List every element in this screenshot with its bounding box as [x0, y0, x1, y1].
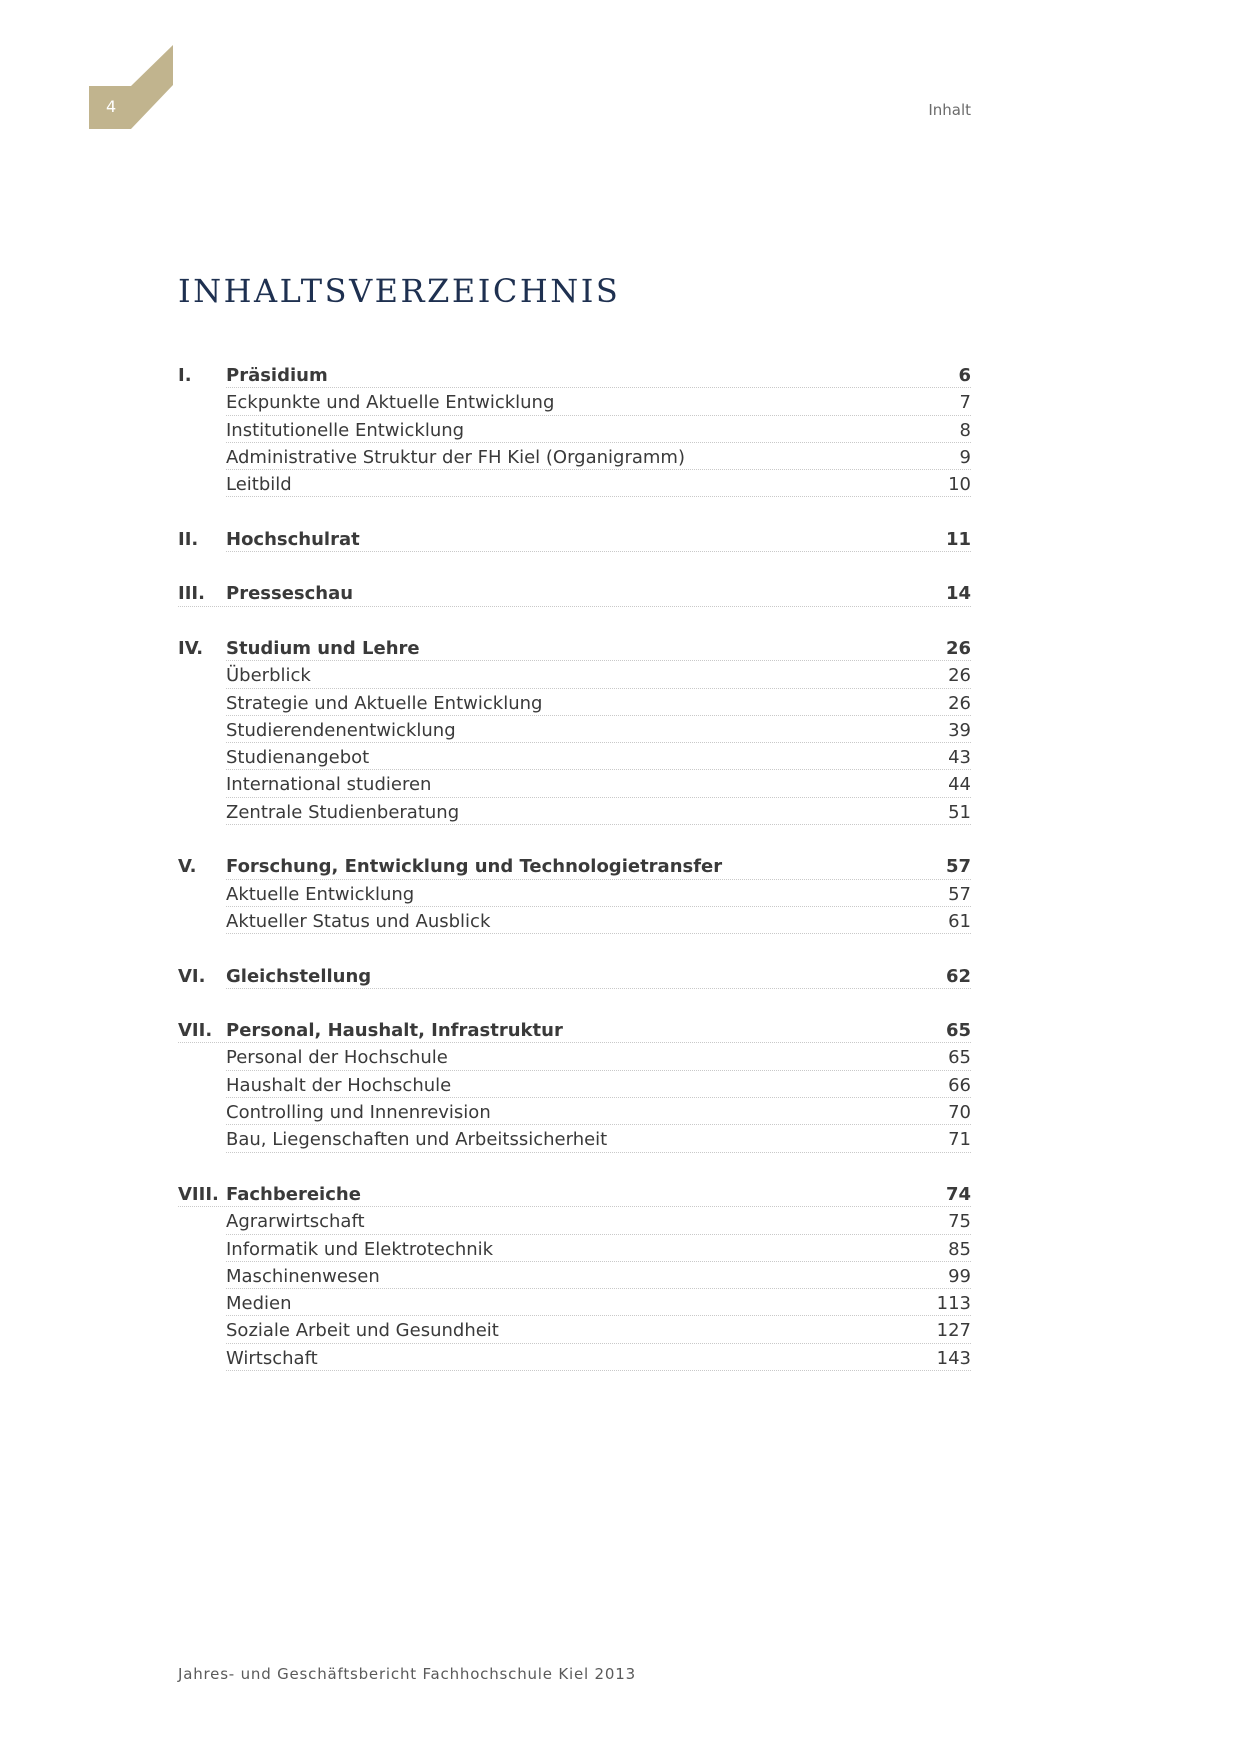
toc-chapter-number: VII. — [178, 1020, 213, 1042]
toc-entry-title: Strategie und Aktuelle Entwicklung — [226, 692, 543, 714]
toc-entry-page: 99 — [948, 1265, 971, 1287]
toc-entry-title: Personal der Hochschule — [226, 1047, 448, 1069]
toc-chapter-number: III. — [178, 583, 205, 605]
toc-chapter — [178, 963, 971, 990]
toc-entry[interactable] — [178, 1208, 971, 1235]
toc-entry-page: 39 — [948, 719, 971, 741]
toc-entry-title: Haushalt der Hochschule — [226, 1074, 452, 1096]
toc-chapter-number: VI. — [178, 965, 206, 987]
toc-entry[interactable] — [178, 771, 971, 798]
toc-chapter-heading[interactable] — [178, 1017, 971, 1044]
toc-chapter-page: 26 — [945, 637, 971, 659]
toc-chapter — [178, 635, 971, 826]
toc-chapter-page: 6 — [958, 365, 971, 386]
page-number: 4 — [106, 97, 117, 116]
toc-chapter-title: Präsidium — [226, 365, 328, 386]
toc-entry[interactable] — [178, 417, 971, 444]
running-header-section: Inhalt — [928, 101, 971, 119]
toc-entry-title: Institutionelle Entwicklung — [226, 419, 465, 441]
toc-entry-page: 75 — [948, 1211, 971, 1233]
toc-entry-title: Wirtschaft — [226, 1347, 318, 1369]
toc-entry[interactable] — [178, 881, 971, 908]
toc-entry[interactable] — [178, 690, 971, 717]
toc-entry[interactable] — [178, 1236, 971, 1263]
toc-entry[interactable] — [178, 1126, 971, 1153]
toc-chapter-number: IV. — [178, 637, 204, 659]
toc-entry[interactable] — [178, 662, 971, 689]
toc-chapter-heading[interactable] — [178, 362, 971, 389]
toc-chapter-page: 65 — [945, 1020, 971, 1042]
toc-entry-page: 66 — [948, 1074, 971, 1096]
toc-entry[interactable] — [178, 1263, 971, 1290]
toc-entry-page: 10 — [948, 474, 971, 496]
toc-entry[interactable] — [178, 471, 971, 498]
toc-chapter-page: 62 — [945, 965, 971, 987]
toc-entry-page: 26 — [948, 665, 971, 687]
toc-chapter-title: Presseschau — [226, 583, 354, 605]
toc-chapter-heading[interactable] — [178, 1181, 971, 1208]
toc-entry[interactable] — [178, 1044, 971, 1071]
toc-entry-page: 113 — [936, 1293, 971, 1315]
toc-entry-page: 43 — [948, 747, 971, 769]
toc-entry[interactable] — [178, 444, 971, 471]
toc-chapter-title: Personal, Haushalt, Infrastruktur — [226, 1020, 563, 1042]
toc-entry-page: 65 — [948, 1047, 971, 1069]
toc-entry-title: Aktuelle Entwicklung — [226, 883, 415, 905]
toc-chapter-title: Forschung, Entwicklung und Technologietransfer — [226, 856, 723, 878]
toc-entry-title: Überblick — [226, 665, 311, 687]
toc-chapter-page: 14 — [945, 583, 971, 605]
toc-entry-page: 61 — [948, 910, 971, 932]
toc-entry-title: Soziale Arbeit und Gesundheit — [226, 1320, 499, 1342]
toc-entry[interactable] — [178, 717, 971, 744]
toc-entry-title: International studieren — [226, 774, 432, 796]
toc-chapter-page: 57 — [945, 856, 971, 878]
toc-entry-page: 143 — [936, 1347, 971, 1369]
toc-chapter-heading[interactable] — [178, 580, 971, 607]
toc-entry-page: 7 — [959, 392, 971, 414]
toc-chapter — [178, 362, 971, 498]
toc-chapter — [178, 1181, 971, 1372]
badge-polygon — [89, 45, 173, 129]
toc-entry-page: 26 — [948, 692, 971, 714]
toc-entry[interactable] — [178, 1345, 971, 1372]
page-number-badge-shape — [89, 45, 173, 129]
toc-chapter-heading[interactable] — [178, 526, 971, 553]
toc-entry-title: Maschinenwesen — [226, 1265, 380, 1287]
toc-entry-title: Informatik und Elektrotechnik — [226, 1238, 494, 1260]
toc-chapter-heading[interactable] — [178, 635, 971, 662]
toc-entry[interactable] — [178, 1072, 971, 1099]
toc-chapter-number: VIII. — [178, 1183, 219, 1205]
toc-chapter-number: I. — [178, 365, 192, 386]
toc-chapter-title: Hochschulrat — [226, 528, 360, 550]
toc-chapter-title: Gleichstellung — [226, 965, 372, 987]
toc-entry-page: 85 — [948, 1238, 971, 1260]
toc-entry[interactable] — [178, 1317, 971, 1344]
toc-entry-page: 127 — [936, 1320, 971, 1342]
toc-entry-title: Medien — [226, 1293, 292, 1315]
toc-chapter-number: V. — [178, 856, 197, 878]
toc-chapter-title: Fachbereiche — [226, 1183, 361, 1205]
toc-chapter-heading[interactable] — [178, 853, 971, 880]
toc-entry-page: 51 — [948, 801, 971, 823]
toc-entry-title: Zentrale Studienberatung — [226, 801, 460, 823]
toc-entry-page: 44 — [948, 774, 971, 796]
toc-chapter — [178, 526, 971, 553]
toc-entry-page: 9 — [959, 446, 971, 468]
toc-entry-page: 8 — [959, 419, 971, 441]
toc-chapter — [178, 580, 971, 607]
page-title: INHALTSVERZEICHNIS — [178, 272, 621, 310]
page-footer: Jahres- und Geschäftsbericht Fachhochschule Kiel 2013 — [178, 1665, 636, 1683]
toc-chapter-page: 74 — [945, 1183, 971, 1205]
toc-entry-title: Aktueller Status und Ausblick — [226, 910, 491, 932]
toc-chapter — [178, 853, 971, 935]
toc-entry-title: Eckpunkte und Aktuelle Entwicklung — [226, 392, 555, 414]
toc-entry[interactable] — [178, 389, 971, 416]
toc-entry-title: Bau, Liegenschaften und Arbeitssicherheit — [226, 1129, 608, 1151]
toc-entry-title: Studienangebot — [226, 747, 370, 769]
toc-chapter-title: Studium und Lehre — [226, 637, 420, 659]
toc-entry-page: 70 — [948, 1102, 971, 1124]
toc-entry-title: Agrarwirtschaft — [226, 1211, 365, 1233]
table-of-contents — [178, 362, 971, 1399]
toc-entry-title: Leitbild — [226, 474, 292, 496]
toc-entry-title: Controlling und Innenrevision — [226, 1102, 491, 1124]
toc-entry-page: 57 — [948, 883, 971, 905]
toc-chapter-page: 11 — [945, 528, 971, 550]
toc-entry[interactable] — [178, 744, 971, 771]
toc-entry-page: 71 — [948, 1129, 971, 1151]
toc-entry[interactable] — [178, 1099, 971, 1126]
toc-entry[interactable] — [178, 908, 971, 935]
toc-entry-title: Studierendenentwicklung — [226, 719, 456, 741]
toc-chapter-number: II. — [178, 528, 199, 550]
toc-chapter-heading[interactable] — [178, 963, 971, 990]
toc-entry-title: Administrative Struktur der FH Kiel (Organigramm) — [226, 446, 685, 468]
toc-entry[interactable] — [178, 799, 971, 826]
toc-entry[interactable] — [178, 1290, 971, 1317]
toc-chapter — [178, 1017, 971, 1153]
